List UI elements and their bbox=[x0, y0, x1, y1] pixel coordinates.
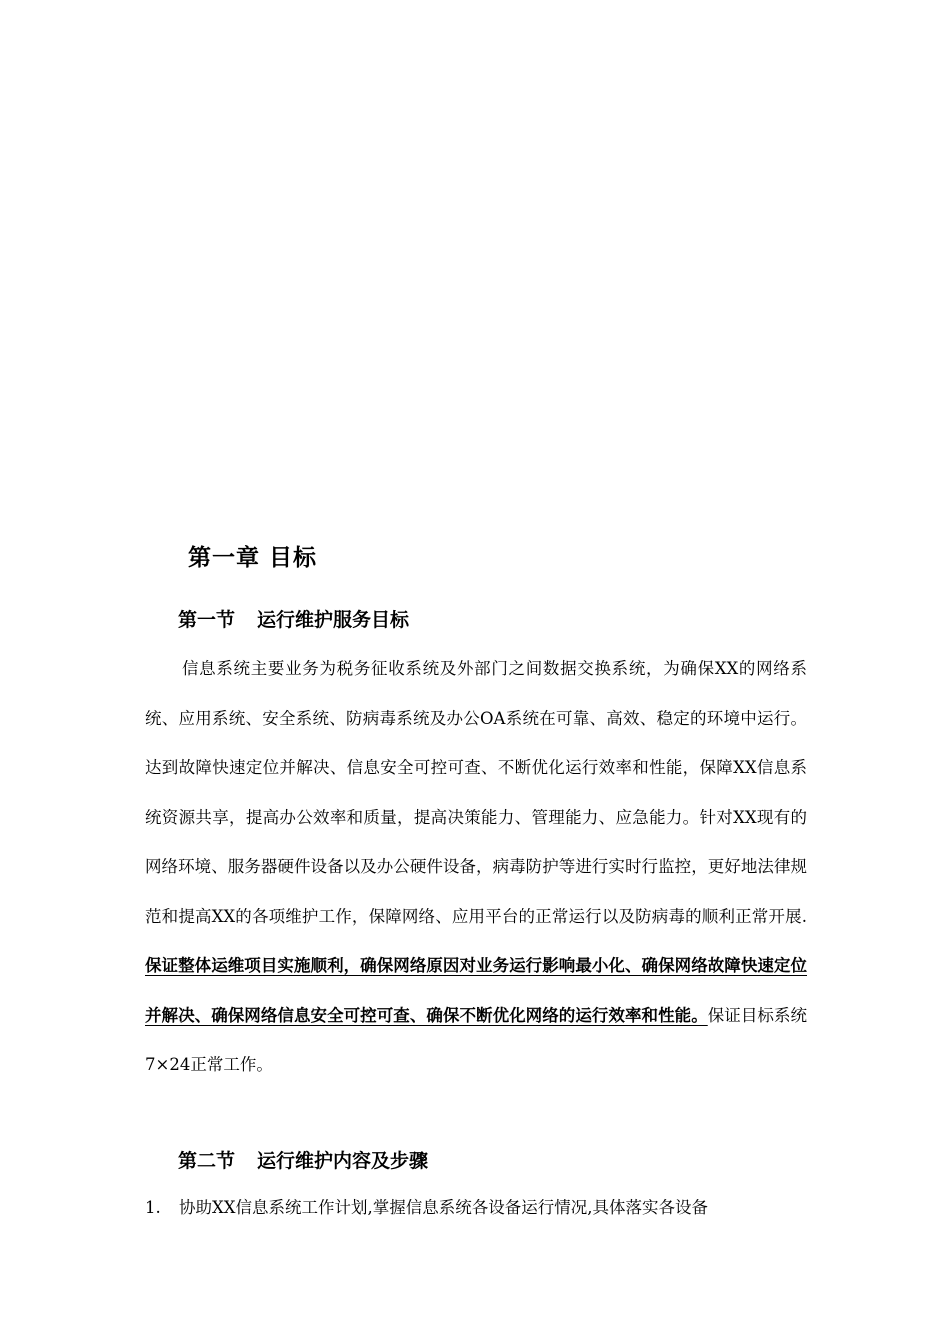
section-heading-1 bbox=[178, 605, 409, 635]
paragraph-text-end: 保证目标系统7×24正常工作。 bbox=[145, 1005, 808, 1074]
section-title-text: 运行维护内容及步骤 bbox=[257, 1150, 429, 1172]
list-item-index: 1. bbox=[145, 1198, 161, 1217]
section-heading-2 bbox=[178, 1146, 428, 1176]
section-number: 第一节 bbox=[178, 609, 236, 631]
paragraph-text: 信息系统主要业务为税务征收系统及外部门之间数据交换系统，为确保XX的网络系统、应用系统、安全系统、防病毒系统及办公OA系统在可靠、高效、稳定的环境中运行。达到故障快速定位并解决、信息安全可控可查、不断优化运行效率和性能，保障XX信息系统资源共享，提高办公效率和质量，提高决策能力、管理能力、应急能力。针对XX现有的网络环境、服务器硬件设备以及办公硬件设备，病毒防护等进行实时行监控，更好地法律规范和提高XX的各项维护工作，保障网络、应用平台的正常运行以及防病毒的顺利正常开展. bbox=[145, 659, 807, 926]
body-paragraph bbox=[145, 644, 807, 1090]
list-item-text: 协助XX信息系统工作计划,掌握信息系统各设备运行情况,具体落实各设备 bbox=[179, 1198, 708, 1217]
section-number: 第二节 bbox=[178, 1150, 236, 1172]
chapter-title: 第一章 目标 bbox=[188, 545, 318, 571]
emphasized-text: 保证整体运维项目实施顺利，确保网络原因对业务运行影响最小化、确保网络故障快速定位并解决、确保网络信息安全可控可查、确保不断优化网络的运行效率和性能。 bbox=[145, 956, 807, 1025]
section-title-text: 运行维护服务目标 bbox=[257, 609, 410, 631]
list-item bbox=[145, 1183, 807, 1233]
